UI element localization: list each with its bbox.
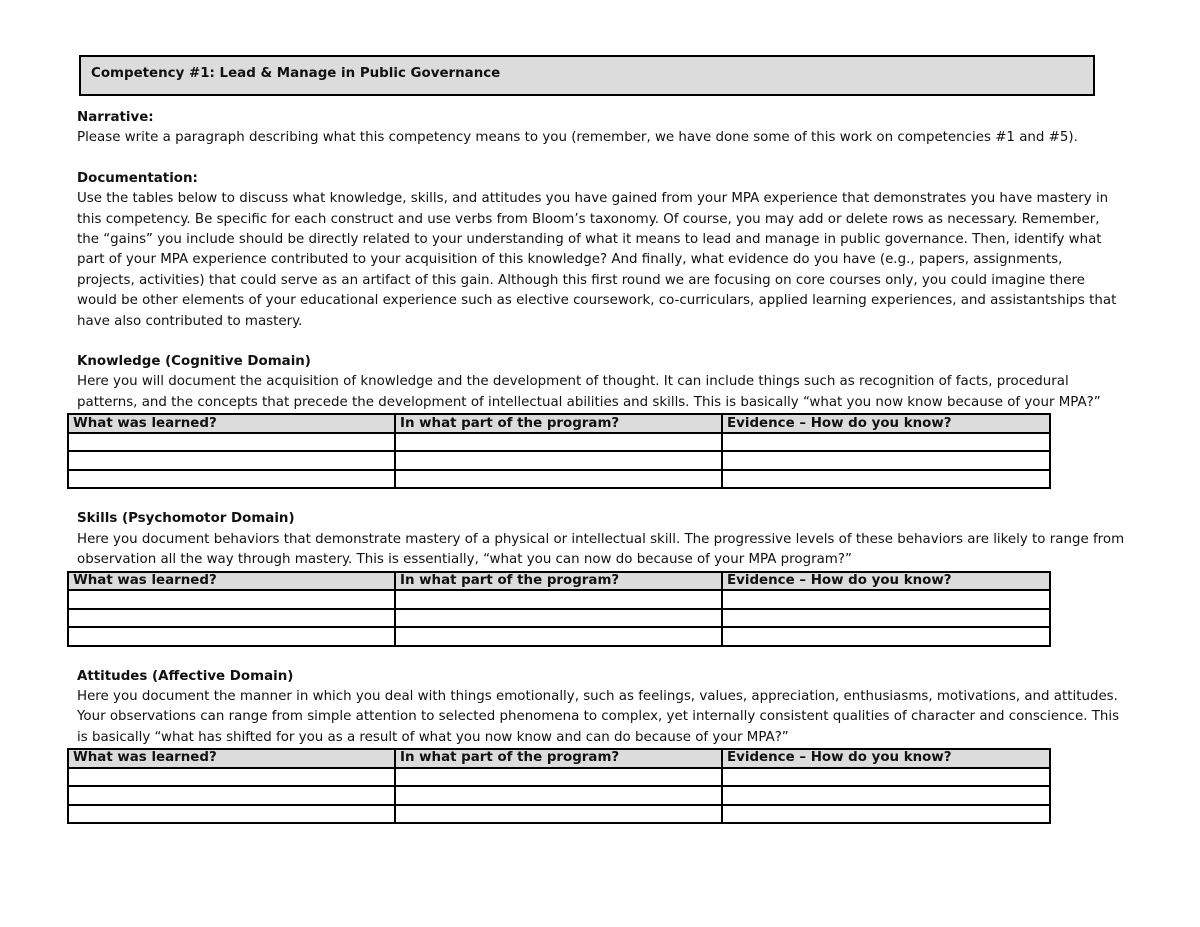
table-cell[interactable] <box>68 609 395 628</box>
table-cell[interactable] <box>68 433 395 452</box>
col-what-learned: What was learned? <box>68 572 395 591</box>
table-cell[interactable] <box>68 768 395 787</box>
attitudes-table <box>67 748 1051 824</box>
table-row <box>68 433 1050 452</box>
col-what-learned: What was learned? <box>68 749 395 768</box>
narrative-text: Please write a paragraph describing what this competency means to you (remember, we have done some of this work on competencies #1 and #5). <box>77 130 1078 146</box>
table-cell[interactable] <box>68 590 395 609</box>
table-cell[interactable] <box>395 627 722 646</box>
col-evidence: Evidence – How do you know? <box>722 414 1050 433</box>
table-cell[interactable] <box>395 433 722 452</box>
knowledge-text: Here you will document the acquisition of knowledge and the development of thought. It can include things such as recognition of facts, procedural patterns, and the concepts that precede the development of intellectual abilities and skills. This is basically “what you now know because of your MPA?” <box>77 374 1101 410</box>
table-row <box>68 627 1050 646</box>
attitudes-heading: Attitudes (Affective Domain) <box>77 668 294 684</box>
narrative-heading: Narrative: <box>77 110 154 125</box>
table-cell[interactable] <box>722 433 1050 452</box>
table-cell[interactable] <box>395 609 722 628</box>
table-row <box>68 590 1050 609</box>
table-cell[interactable] <box>722 451 1050 470</box>
col-program-part: In what part of the program? <box>395 572 722 591</box>
table-cell[interactable] <box>395 470 722 489</box>
table-cell[interactable] <box>722 768 1050 787</box>
table-cell[interactable] <box>722 627 1050 646</box>
table-cell[interactable] <box>68 470 395 489</box>
col-what-learned: What was learned? <box>68 414 395 433</box>
skills-table <box>67 571 1051 647</box>
table-header-row <box>68 414 1050 433</box>
col-program-part: In what part of the program? <box>395 749 722 768</box>
attitudes-text: Here you document the manner in which you deal with things emotionally, such as feelings, values, appreciation, enthusiasms, motivations, and attitudes. Your observations can range from simple attention to selected phenomena to complex, yet internally consistent qualities of character and conscience. This is basically “what has shifted for you as a result of what you now know and can do because of your MPA?” <box>77 688 1120 745</box>
table-row <box>68 768 1050 787</box>
table-cell[interactable] <box>722 609 1050 628</box>
documentation-text: Use the tables below to discuss what knowledge, skills, and attitudes you have gained from your MPA experience that demonstrates you have mastery in this competency. Be specific for each construct and use verbs from Bloom’s taxonomy. Of course, you may add or delete rows as necessary. Remember, the “gains” you include should be directly related to your understanding of what it means to lead and manage in public governance. Then, identify what part of your MPA experience contributed to your acquisition of this knowledge? And finally, what evidence do you have (e.g., papers, assignments, projects, activities) that could serve as an artifact of this gain. Although this first round we are focusing on core courses only, you could imagine there would be other elements of your educational experience such as elective coursework, co-curriculars, applied learning experiences, and assistantships that have also contributed to mastery. <box>77 191 1117 329</box>
table-cell[interactable] <box>722 590 1050 609</box>
document-body <box>73 108 1137 824</box>
skills-heading: Skills (Psychomotor Domain) <box>77 511 295 527</box>
documentation-heading: Documentation: <box>77 170 198 186</box>
table-cell[interactable] <box>395 805 722 824</box>
col-program-part: In what part of the program? <box>395 414 722 433</box>
knowledge-heading: Knowledge (Cognitive Domain) <box>77 354 311 370</box>
table-row <box>68 609 1050 628</box>
table-cell[interactable] <box>68 627 395 646</box>
table-cell[interactable] <box>68 451 395 470</box>
table-cell[interactable] <box>68 805 395 824</box>
col-evidence: Evidence – How do you know? <box>722 572 1050 591</box>
table-cell[interactable] <box>395 768 722 787</box>
table-row <box>68 786 1050 805</box>
table-cell[interactable] <box>68 786 395 805</box>
table-cell[interactable] <box>395 451 722 470</box>
table-header-row <box>68 749 1050 768</box>
table-cell[interactable] <box>722 805 1050 824</box>
competency-title: Competency #1: Lead & Manage in Public Governance <box>91 66 501 81</box>
col-evidence: Evidence – How do you know? <box>722 749 1050 768</box>
table-row <box>68 470 1050 489</box>
skills-text: Here you document behaviors that demonstrate mastery of a physical or intellectual skill. The progressive levels of these behaviors are likely to range from observation all the way through mastery. This is essentially, “what you can now do because of your MPA program?” <box>77 531 1125 568</box>
knowledge-table <box>67 413 1051 489</box>
table-row <box>68 805 1050 824</box>
table-cell[interactable] <box>395 786 722 805</box>
table-header-row <box>68 572 1050 591</box>
table-cell[interactable] <box>722 786 1050 805</box>
table-cell[interactable] <box>395 590 722 609</box>
table-cell[interactable] <box>722 470 1050 489</box>
competency-title-box <box>79 55 1095 96</box>
table-row <box>68 451 1050 470</box>
